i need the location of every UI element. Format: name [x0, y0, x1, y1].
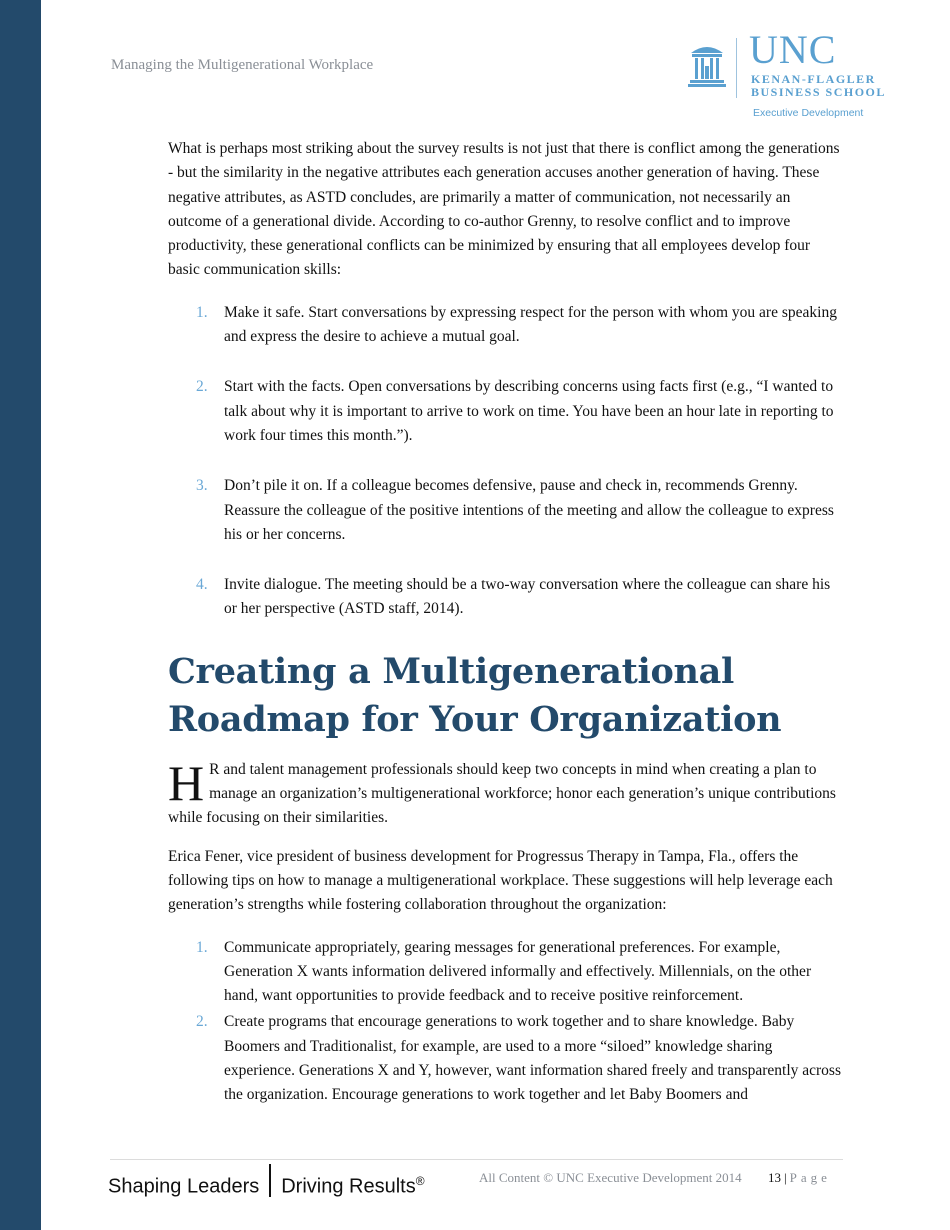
list-item — [168, 375, 844, 448]
footer-copyright: All Content © UNC Executive Development 2014 — [479, 1170, 742, 1185]
dropcap-paragraph — [168, 754, 844, 831]
management-tips-list — [168, 936, 844, 1108]
list-item-text: Invite dialogue. The meeting should be a two-way conversation where the colleague can share his or her perspective (ASTD staff, 2014). — [224, 576, 831, 618]
old-well-icon — [688, 39, 726, 87]
list-item-text: Make it safe. Start conversations by expressing respect for the person with whom you are speaking and express the desire to achieve a mutual goal. — [224, 303, 837, 346]
section-heading: Creating a Multigenerational Roadmap for Your Organization — [168, 650, 782, 740]
footer-slogan — [108, 1164, 425, 1198]
communication-skills-list — [168, 301, 844, 622]
logo-business-school: BUSINESS SCHOOL — [751, 85, 886, 99]
page-number: 13 — [768, 1170, 781, 1185]
slogan-driving-results: Driving Results — [281, 1175, 416, 1198]
list-item — [168, 573, 844, 622]
list-number: 3. — [196, 477, 208, 495]
list-item — [168, 1010, 844, 1107]
footer-page-number — [768, 1170, 831, 1186]
drop-cap-letter: H — [168, 754, 205, 811]
list-item-text: Create programs that encourage generations to work together and to share knowledge. Baby Boomers and Traditionalist, for example, are used to a more “siloed” knowledge sharing experience. Generations X and Y, however, want information shared freely and transparently across the organization. Encourage generations to work together and let Baby Boomers and — [224, 1013, 841, 1104]
page-label: Page — [789, 1170, 831, 1185]
list-item — [168, 301, 844, 350]
intro-paragraph: What is perhaps most striking about the survey results is not just that there is conflict among the generations - but the similarity in the negative attributes each generation accuses another generation of having. These negative attributes, as ASTD concludes, are primarily a matter of communication, not necessarily an outcome of a generational divide. According to co-author Grenny, to resolve conflict and to improve productivity, these generational conflicts can be minimized by ensuring that all employees develop four basic communication skills: — [168, 140, 840, 279]
unc-logo — [688, 27, 898, 122]
list-item — [168, 936, 844, 1009]
slogan-separator — [269, 1164, 271, 1197]
list-number: 1. — [196, 938, 208, 956]
logo-divider — [736, 38, 737, 98]
list-number: 1. — [196, 303, 208, 321]
list-item-text: Start with the facts. Open conversations by describing concerns using facts first (e.g., “I wanted to talk about why it is important to arrive to work on time. You have been an hour late in reporting to work four times this month.”). — [224, 378, 834, 444]
list-item — [168, 474, 844, 547]
logo-kenan-flagler: KENAN-FLAGLER — [751, 72, 876, 86]
page-separator: | — [784, 1170, 787, 1185]
sidebar-bar — [0, 0, 41, 1230]
list-number: 2. — [196, 378, 208, 396]
logo-executive-development: Executive Development — [753, 107, 864, 119]
slogan-shaping-leaders: Shaping Leaders — [108, 1175, 260, 1198]
running-header-title: Managing the Multigenerational Workplace — [111, 57, 374, 73]
footer-divider — [110, 1159, 843, 1160]
main-content — [168, 137, 844, 1110]
list-item-text: Communicate appropriately, gearing messages for generational preferences. For example, Generation X wants information delivered informally and effectively. Millennials, on the other hand, want opportunities to provide feedback and to receive positive reinforcement. — [224, 938, 812, 1005]
logo-unc-text: UNC — [749, 27, 837, 72]
tips-intro-paragraph: Erica Fener, vice president of business development for Progressus Therapy in Tampa, Fla., offers the following tips on how to manage a multigenerational workplace. These suggestions will help leverage each generation’s strengths while fostering collaboration throughout the organization: — [168, 847, 833, 914]
list-item-text: Don’t pile it on. If a colleague becomes defensive, pause and check in, recommends Grenny. Reassure the colleague of the positive intentions of the meeting and allow the colleague to express his or her concerns. — [224, 477, 834, 543]
registered-mark: ® — [415, 1174, 425, 1188]
list-number: 2. — [196, 1013, 208, 1031]
dropcap-paragraph-text: R and talent management professionals should keep two concepts in mind when creating a plan to manage an organization’s multigenerational workforce; honor each generation’s unique contributions while focusing on their similarities. — [168, 760, 836, 827]
list-number: 4. — [196, 576, 208, 594]
